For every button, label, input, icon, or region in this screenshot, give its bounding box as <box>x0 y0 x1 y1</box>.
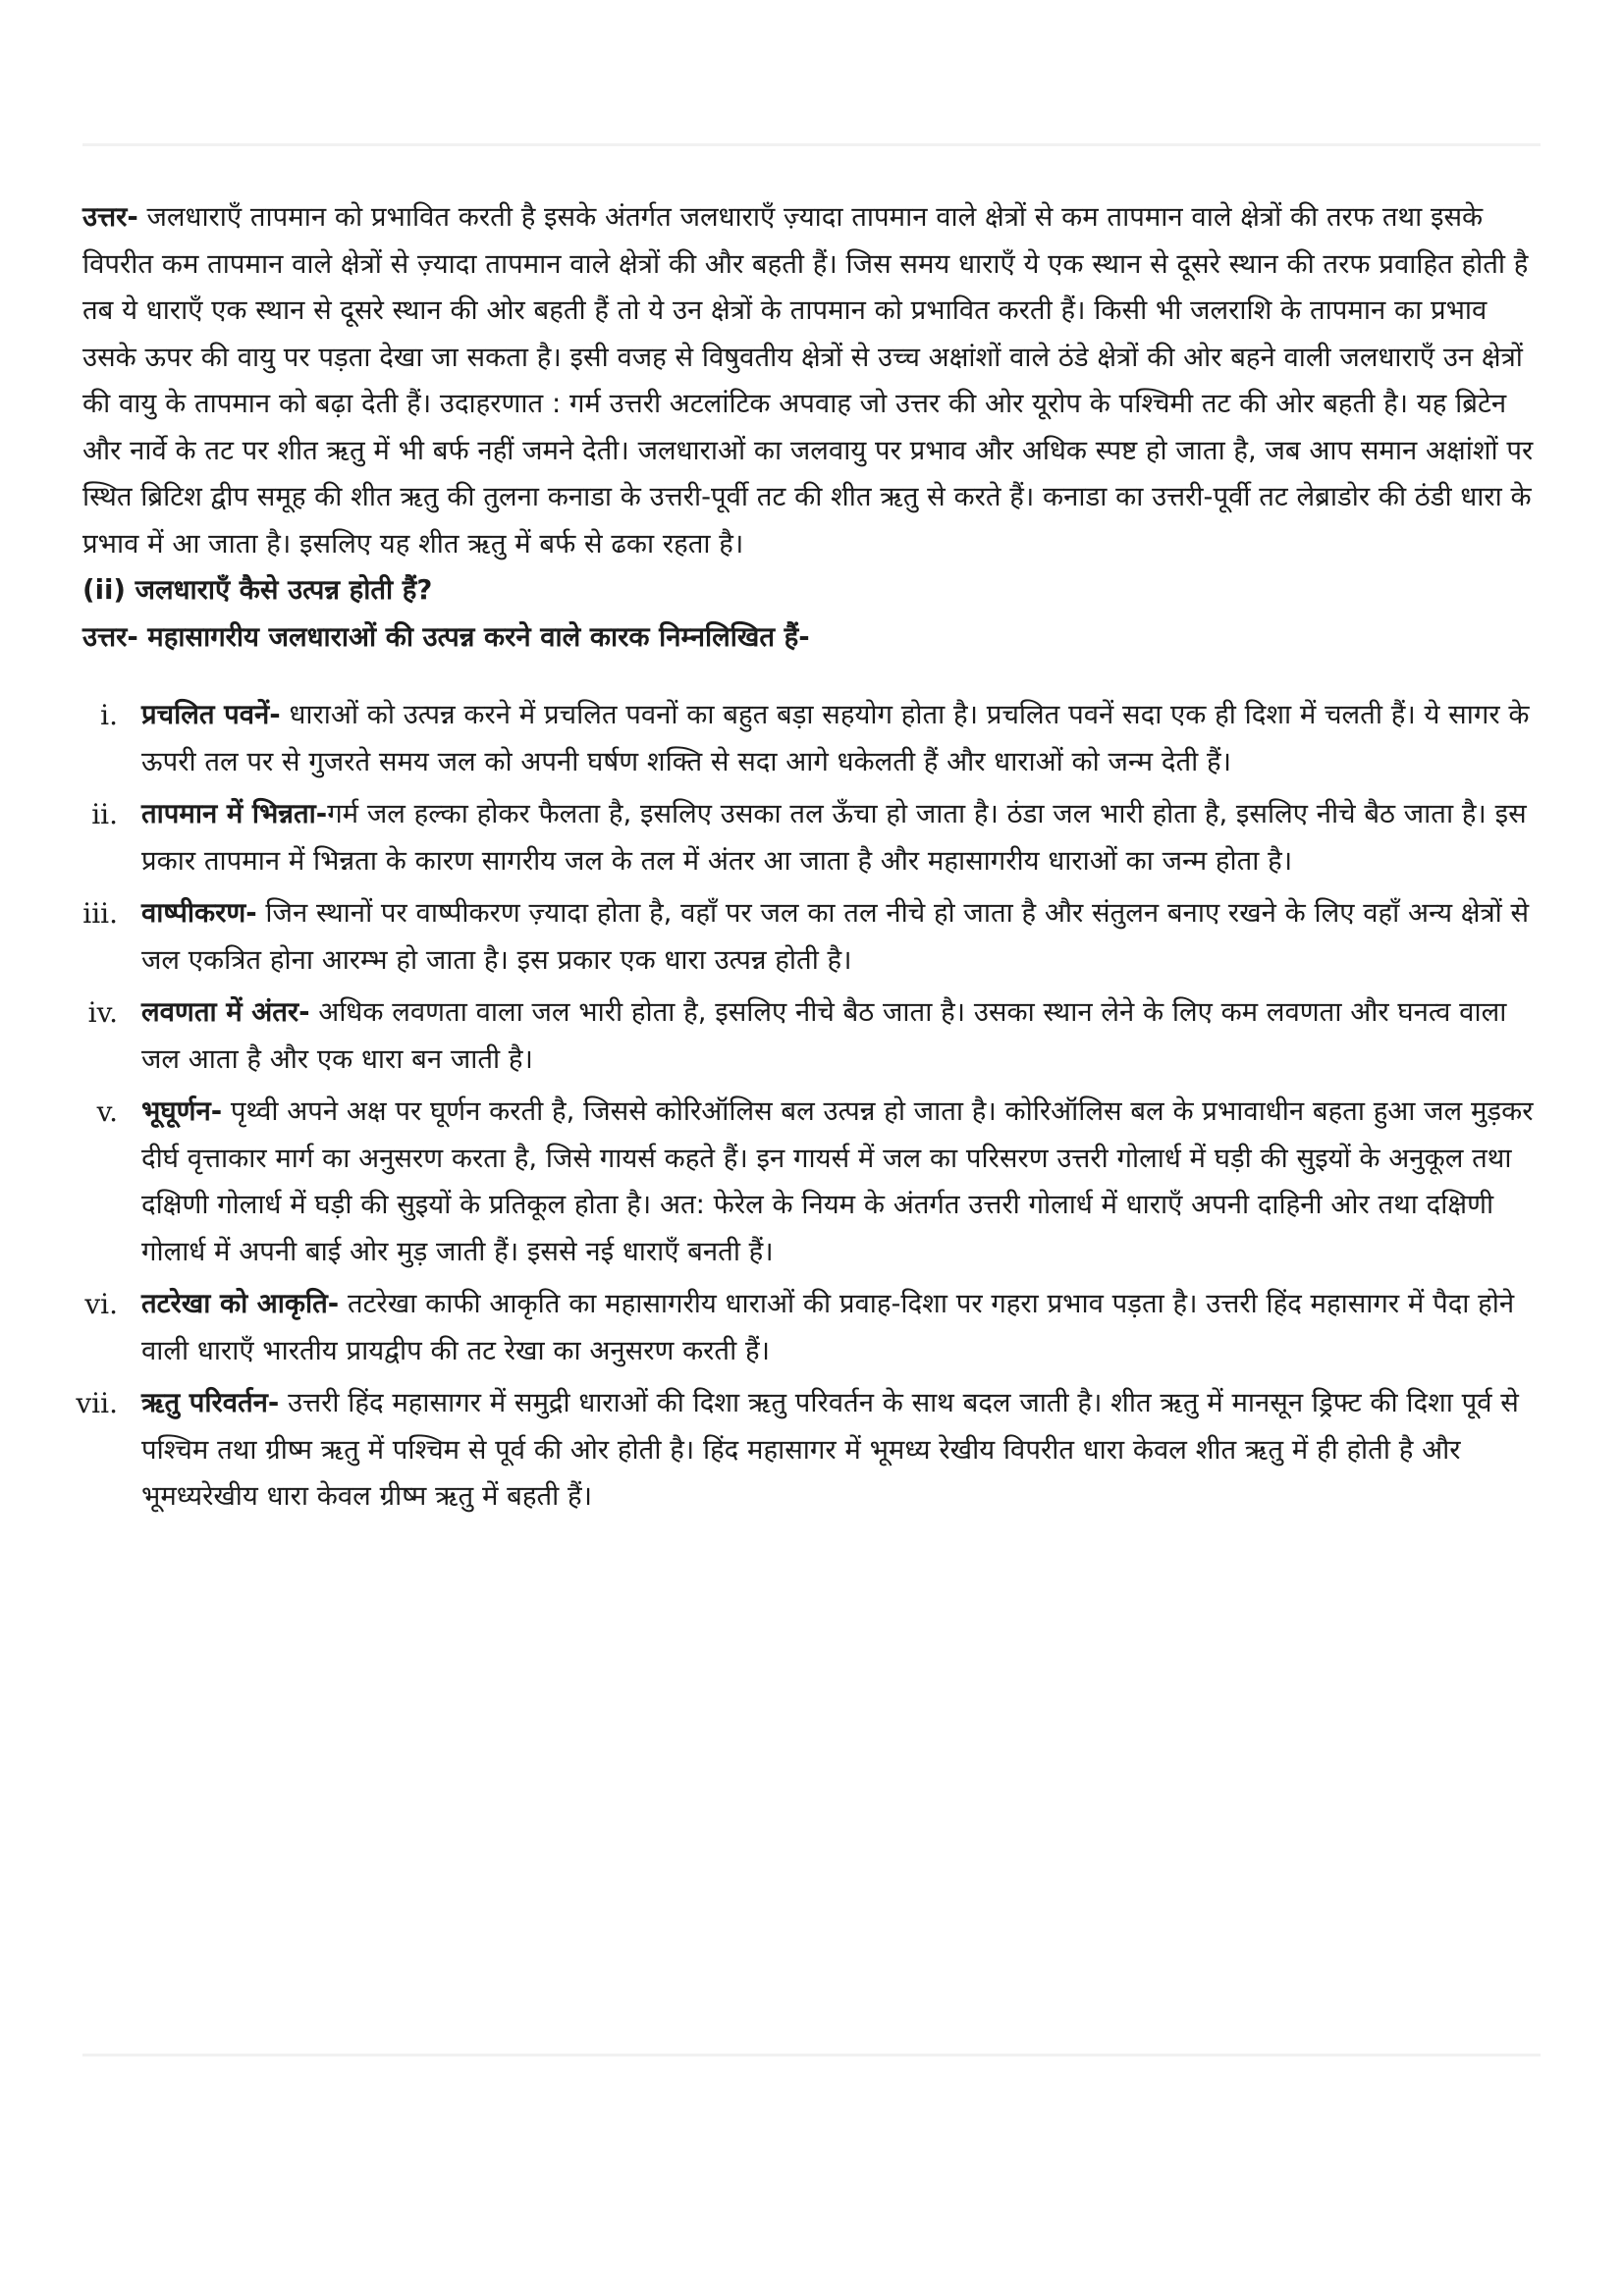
list-item <box>82 890 1545 984</box>
bottom-divider <box>82 2054 1541 2056</box>
list-item <box>76 1380 1545 1521</box>
answer-label: उत्तर- <box>82 201 138 233</box>
list-item <box>82 791 1545 884</box>
list-item-number: v. <box>96 1095 118 1128</box>
factors-list <box>76 692 1545 1521</box>
list-item-title: लवणता में अंतर- <box>141 996 310 1028</box>
document-body <box>76 194 1545 1526</box>
list-item-text: तटरेखा काफी आकृति का महासागरीय धाराओं की प्रवाह-दिशा पर गहरा प्रभाव पड़ता है। उत्तरी हिंद महासागर में पैदा होने वाली धाराएँ भारतीय प्रायद्वीप की तट रेखा का अनुसरण करती हैं। <box>141 1288 1515 1366</box>
list-item <box>82 1281 1545 1374</box>
list-item <box>82 989 1545 1083</box>
list-item-text: पृथ्वी अपने अक्ष पर घूर्णन करती है, जिससे कोरिऑलिस बल उत्पन्न हो जाता है। कोरिऑलिस बल के प्रभावाधीन बहता हुआ जल मुड़कर दीर्घ वृत्ताकार मार्ग का अनुसरण करता है, जिसे गायर्स कहते हैं। इन गायर्स में जल का परिसरण उत्तरी गोलार्ध में घड़ी की सुइयों के अनुकूल तथा दक्षिणी गोलार्ध में घड़ी की सुइयों के प्रतिकूल होता है। अत: फेरेल के नियम के अंतर्गत उत्तरी गोलार्ध में धाराएँ अपनी दाहिनी ओर तथा दक्षिणी गोलार्ध में अपनी बाई ओर मुड़ जाती हैं। इससे नई धाराएँ बनती हैं। <box>141 1095 1534 1267</box>
list-item-text: उत्तरी हिंद महासागर में समुद्री धाराओं की दिशा ऋतु परिवर्तन के साथ बदल जाती है। शीत ऋतु में मानसून ड्रिफ्ट की दिशा पूर्व से पश्चिम तथा ग्रीष्म ऋतु में पश्चिम से पूर्व की ओर होती है। हिंद महासागर में भूमध्य रेखीय विपरीत धारा केवल शीत ऋतु में ही होती है और भूमध्यरेखीय धारा केवल ग्रीष्म ऋतु में बहती हैं। <box>141 1387 1519 1512</box>
answer-text: जलधाराएँ तापमान को प्रभावित करती है इसके अंतर्गत जलधाराएँ ज़्यादा तापमान वाले क्षेत्रों से कम तापमान वाले क्षेत्रों की तरफ तथा इसके विपरीत कम तापमान वाले क्षेत्रों से ज़्यादा तापमान वाले क्षेत्रों की और बहती हैं। जिस समय धाराएँ ये एक स्थान से दूसरे स्थान की तरफ प्रवाहित होती है तब ये धाराएँ एक स्थान से दूसरे स्थान की ओर बहती हैं तो ये उन क्षेत्रों के तापमान को प्रभावित करती हैं। किसी भी जलराशि के तापमान का प्रभाव उसके ऊपर की वायु पर पड़ता देखा जा सकता है। इसी वजह से विषुवतीय क्षेत्रों से उच्च अक्षांशों वाले ठंडे क्षेत्रों की ओर बहने वाली जलधाराएँ उन क्षेत्रों की वायु के तापमान को बढ़ा देती हैं। उदाहरणात : गर्म उत्तरी अटलांटिक अपवाह जो उत्तर की ओर यूरोप के पश्चिमी तट की ओर बहती है। यह ब्रिटेन और नार्वे के तट पर शीत ऋतु में भी बर्फ नहीं जमने देती। जलधाराओं का जलवायु पर प्रभाव और अधिक स्पष्ट हो जाता है, जब आप समान अक्षांशों पर स्थित ब्रिटिश द्वीप समूह की शीत ऋतु की तुलना कनाडा के उत्तरी-पूर्वी तट की शीत ऋतु से करते हैं। कनाडा का उत्तरी-पूर्वी तट लेब्राडोर की ठंडी धारा के प्रभाव में आ जाता है। इसलिए यह शीत ऋतु में बर्फ से ढका रहता है। <box>82 201 1534 560</box>
list-item-text: गर्म जल हल्का होकर फैलता है, इसलिए उसका तल ऊँचा हो जाता है। ठंडा जल भारी होता है, इसलिए नीचे बैठ जाता है। इस प्रकार तापमान में भिन्नता के कारण सागरीय जल के तल में अंतर आ जाता है और महासागरीय धाराओं का जन्म होता है। <box>141 798 1527 877</box>
list-item <box>82 1089 1545 1275</box>
list-item-number: iv. <box>87 996 118 1029</box>
list-item-text: धाराओं को उत्पन्न करने में प्रचलित पवनों का बहुत बड़ा सहयोग होता है। प्रचलित पवनें सदा एक ही दिशा में चलती हैं। ये सागर के ऊपरी तल पर से गुजरते समय जल को अपनी घर्षण शक्ति से सदा आगे धकेलती हैं और धाराओं को जन्म देती हैं। <box>141 699 1530 777</box>
answer-intro: उत्तर- महासागरीय जलधाराओं की उत्पन्न करने वाले कारक निम्नलिखित हैं- <box>82 620 810 653</box>
list-item-title: प्रचलित पवनें- <box>141 699 281 730</box>
list-item-title: भूघूर्णन- <box>141 1095 223 1127</box>
list-item <box>82 692 1545 785</box>
list-item-number: ii. <box>91 798 118 830</box>
list-item-number: iii. <box>82 897 118 930</box>
list-item-title: वाष्पीकरण- <box>141 897 257 929</box>
list-item-text: जिन स्थानों पर वाष्पीकरण ज़्यादा होता है, वहाँ पर जल का तल नीचे हो जाता है और संतुलन बनाए रखने के लिए वहाँ अन्य क्षेत्रों से जल एकत्रित होना आरम्भ हो जाता है। इस प्रकार एक धारा उत्पन्न होती है। <box>141 897 1530 976</box>
question-heading: (ii) जलधाराएँ कैसे उत्पन्न होती हैं? <box>82 574 433 606</box>
list-item-title: ऋतु परिवर्तन- <box>141 1387 280 1418</box>
list-item-text: अधिक लवणता वाला जल भारी होता है, इसलिए नीचे बैठ जाता है। उसका स्थान लेने के लिए कम लवणता और घनत्व वाला जल आता है और एक धारा बन जाती है। <box>141 996 1507 1075</box>
list-item-title: तापमान में भिन्नता- <box>141 798 328 829</box>
list-item-title: तटरेखा को आकृति- <box>141 1288 340 1319</box>
list-item-number: i. <box>100 699 118 731</box>
list-item-number: vi. <box>84 1288 118 1320</box>
answer-paragraph <box>82 194 1545 567</box>
list-item-number: vii. <box>76 1387 118 1419</box>
top-divider <box>82 143 1541 146</box>
